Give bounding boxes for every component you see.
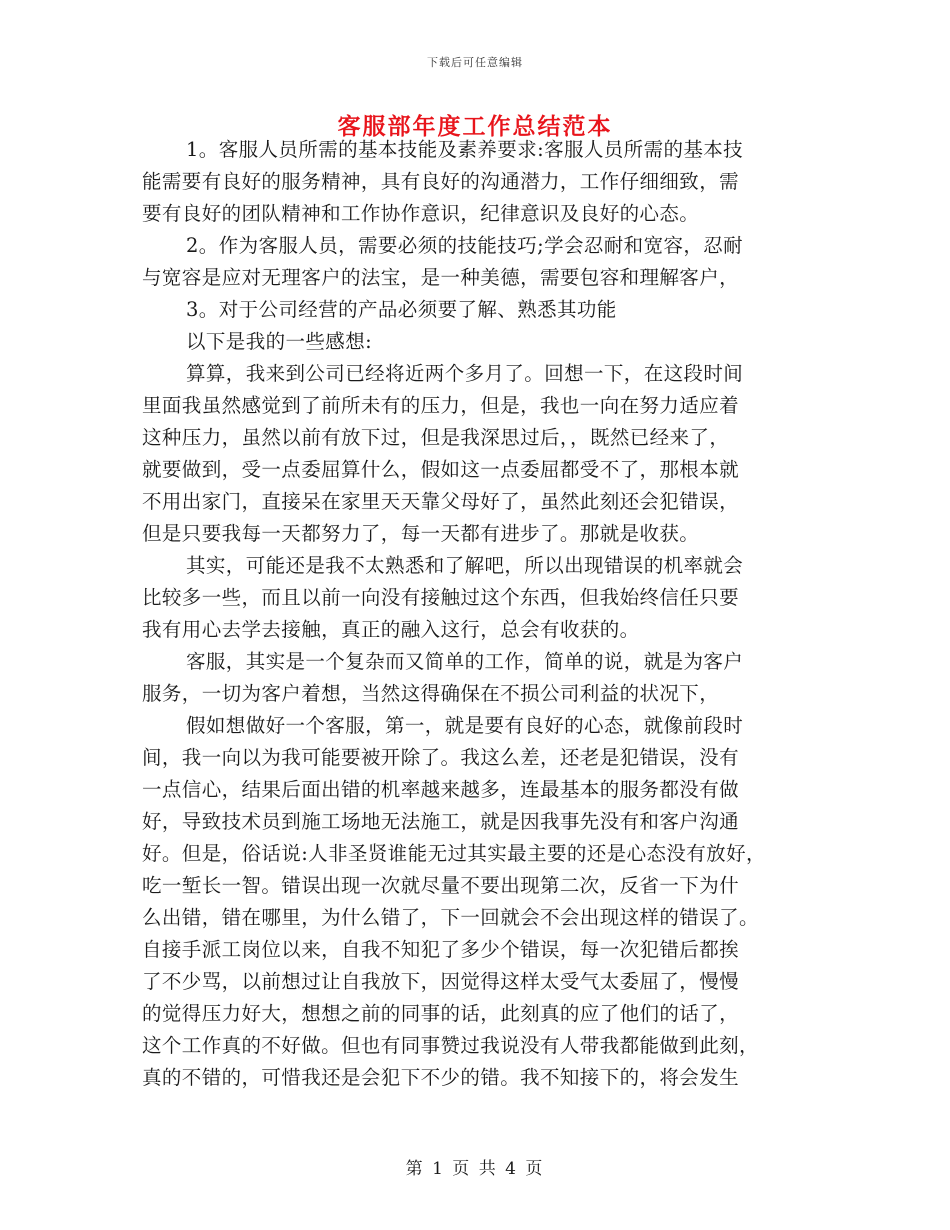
paragraph-line: 真的不错的，可惜我还是会犯下不少的错。我不知接下的，将会发生 [142,1066,740,1089]
paragraph-line: 算算，我来到公司已经将近两个多月了。回想一下，在这段时间 [186,362,744,385]
paragraph-line: 1。客服人员所需的基本技能及素养要求:客服人员所需的基本技 [186,138,744,161]
paragraph-line: 好，导致技术员到施工场地无法施工，就是因我事先没有和客户沟通 [142,810,740,833]
paragraph-line: 客服，其实是一个复杂而又简单的工作，简单的说，就是为客户 [186,650,744,673]
paragraph-line: 我有用心去学去接触，真正的融入这行，总会有收获的。 [142,618,640,641]
page-number-footer: 第 1 页 共 4 页 [405,1159,545,1179]
document-title: 客服部年度工作总结范本 [337,113,613,140]
paragraph-line: 与宽容是应对无理客户的法宝，是一种美德，需要包容和理解客户， [142,266,740,289]
paragraph-line: 就要做到，受一点委屈算什么，假如这一点委屈都受不了，那根本就 [142,458,740,481]
paragraph-line: 一点信心，结果后面出错的机率越来越多，连最基本的服务都没有做 [142,778,740,801]
paragraph-line: 3。对于公司经营的产品必须要了解、熟悉其功能 [186,298,617,321]
document-body [142,134,808,1094]
paragraph-line: 以下是我的一些感想: [186,330,373,353]
paragraph-line: 不用出家门，直接呆在家里天天靠父母好了，虽然此刻还会犯错误， [142,490,740,513]
paragraph-line: 的觉得压力好大，想想之前的同事的话，此刻真的应了他们的话了， [142,1002,740,1025]
paragraph-line: 假如想做好一个客服，第一，就是要有良好的心态，就像前段时 [186,714,744,737]
paragraph-line: 要有良好的团队精神和工作协作意识，纪律意识及良好的心态。 [142,202,700,225]
paragraph-line: 其实，可能还是我不太熟悉和了解吧，所以出现错误的机率就会 [186,554,744,577]
paragraph-line: 2。作为客服人员，需要必须的技能技巧;学会忍耐和宽容，忍耐 [186,234,744,257]
paragraph-line: 这种压力，虽然以前有放下过，但是我深思过后，，既然已经来了， [142,426,730,449]
paragraph-line: 间，我一向以为我可能要被开除了。我这么差，还老是犯错误，没有 [142,746,740,769]
page-header-note: 下载后可任意编辑 [427,56,523,69]
paragraph-line: 了不少骂，以前想过让自我放下，因觉得这样太受气太委屈了，慢慢 [142,970,740,993]
paragraph-line: 吃一堑长一智。错误出现一次就尽量不要出现第二次，反省一下为什 [142,874,740,897]
paragraph-line: 这个工作真的不好做。但也有同事赞过我说没有人带我都能做到此刻， [142,1034,759,1057]
paragraph-line: 但是只要我每一天都努力了，每一天都有进步了。那就是收获。 [142,522,700,545]
paragraph-line: 自接手派工岗位以来，自我不知犯了多少个错误，每一次犯错后都挨 [142,938,740,961]
paragraph-line: 好。但是，俗话说:人非圣贤谁能无过其实最主要的还是心态没有放好， [142,842,766,865]
paragraph-line: 里面我虽然感觉到了前所未有的压力，但是，我也一向在努力适应着 [142,394,740,417]
paragraph-line: 能需要有良好的服务精神，具有良好的沟通潜力，工作仔细细致，需 [142,170,740,193]
paragraph-line: 服务，一切为客户着想，当然这得确保在不损公司利益的状况下， [142,682,720,705]
paragraph-line: 比较多一些，而且以前一向没有接触过这个东西，但我始终信任只要 [142,586,740,609]
paragraph-line: 么出错，错在哪里，为什么错了，下一回就会不会出现这样的错误了。 [142,906,759,929]
